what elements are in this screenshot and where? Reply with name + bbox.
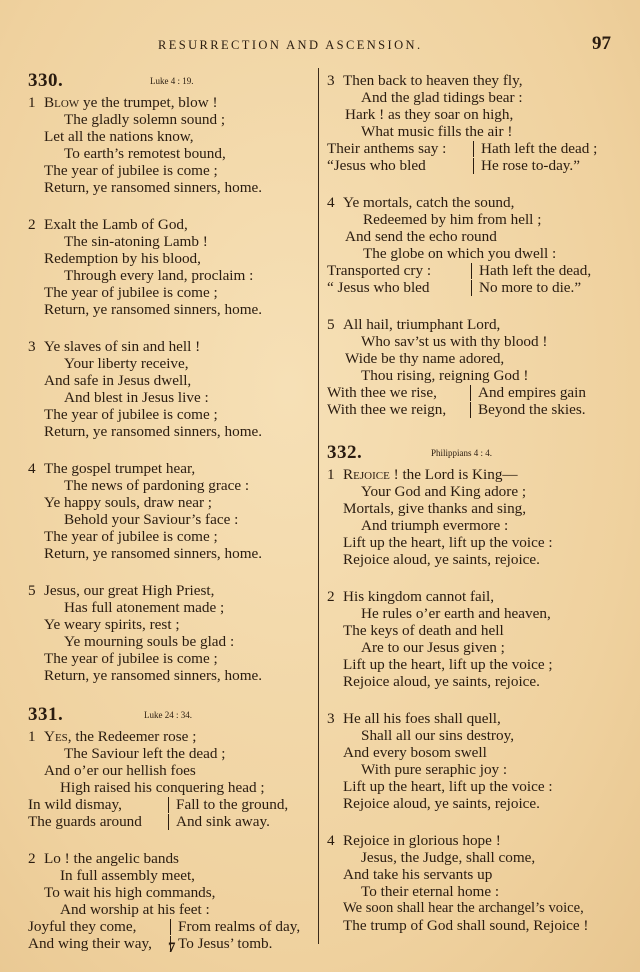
stanza-line: To their eternal home : <box>361 883 500 900</box>
stanza-line: And the glad tidings bear : <box>361 89 523 106</box>
stanza-line: And o’er our hellish foes <box>44 762 196 779</box>
stanza-line: Your liberty receive, <box>64 355 189 372</box>
stanza-number: 4 <box>327 194 335 211</box>
stanza-line: Wide be thy name adored, <box>345 350 505 367</box>
stanza-line: And take his servants up <box>343 866 493 883</box>
stanza-line: Return, ye ransomed sinners, home. <box>44 179 263 196</box>
stanza-line: The sin-atoning Lamb ! <box>64 233 208 250</box>
stanza-line: Return, ye ransomed sinners, home. <box>44 667 263 684</box>
stanza-line: The gospel trumpet hear, <box>44 460 196 477</box>
hymn-332-stanza-4 <box>327 832 617 934</box>
stanza-number: 5 <box>28 582 36 599</box>
stanza-number: 1 <box>28 94 36 111</box>
scripture-reference: Luke 24 : 34. <box>144 710 192 720</box>
hymn-331-stanza-5 <box>327 316 617 418</box>
hymn-number: 330. <box>28 70 64 91</box>
hymn-330-stanza-4 <box>28 460 310 562</box>
stanza-line: The globe on which you dwell : <box>363 245 557 262</box>
hymn-330-heading <box>28 72 310 94</box>
split-line: Transported cry : Hath left the dead, <box>327 262 592 279</box>
split-line: “Jesus who bled He rose to-day.” <box>327 157 580 174</box>
stanza-line: And every bosom swell <box>343 744 487 761</box>
hymn-332-stanza-3 <box>327 710 617 812</box>
stanza-line: Ye mourning souls be glad : <box>64 633 235 650</box>
hymn-number: 331. <box>28 704 64 725</box>
hymn-331-stanza-3 <box>327 72 617 174</box>
stanza-first-word: Yes, <box>44 728 72 745</box>
stanza-line: Who sav’st us with thy blood ! <box>361 333 548 350</box>
stanza-line: Has full atonement made ; <box>64 599 225 616</box>
hymn-331-stanza-4 <box>327 194 617 296</box>
stanza-line: The year of jubilee is come ; <box>44 406 218 423</box>
hymn-331-heading <box>28 706 310 728</box>
hymn-332-stanza-2 <box>327 588 617 690</box>
stanza-line: Behold your Saviour’s face : <box>64 511 239 528</box>
stanza-line: Rejoice aloud, ye saints, rejoice. <box>343 673 540 690</box>
stanza-number: 5 <box>327 316 335 333</box>
hymn-number: 332. <box>327 442 363 463</box>
hymn-330-stanza-1 <box>28 94 310 196</box>
stanza-number: 2 <box>327 588 335 605</box>
stanza-line: the Redeemer rose ; <box>71 728 197 745</box>
stanza-line: He all his foes shall quell, <box>343 710 501 727</box>
stanza-line: Ye happy souls, draw near ; <box>44 494 213 511</box>
stanza-line: Ye slaves of sin and hell ! <box>44 338 201 355</box>
stanza-line: With pure seraphic joy : <box>361 761 508 778</box>
stanza-line: Are to our Jesus given ; <box>361 639 505 656</box>
scripture-reference: Philippians 4 : 4. <box>431 448 493 458</box>
stanza-line: Return, ye ransomed sinners, home. <box>44 423 263 440</box>
hymn-331-stanza-1 <box>28 728 310 830</box>
running-title: RESURRECTION AND ASCENSION. <box>158 38 423 52</box>
stanza-line: And triumph evermore : <box>361 517 509 534</box>
stanza-line: The year of jubilee is come ; <box>44 284 218 301</box>
hymn-331-stanza-2 <box>28 850 310 952</box>
stanza-line: What music fills the air ! <box>361 123 513 140</box>
stanza-line: High raised his conquering head ; <box>60 779 265 796</box>
stanza-number: 4 <box>327 832 335 849</box>
stanza-line: Exalt the Lamb of God, <box>44 216 188 233</box>
split-line: Joyful they come, From realms of day, <box>28 918 301 935</box>
stanza-line: Your God and King adore ; <box>361 483 527 500</box>
stanza-line: The news of pardoning grace : <box>64 477 250 494</box>
stanza-line: The gladly solemn sound ; <box>64 111 226 128</box>
stanza-number: 2 <box>28 216 36 233</box>
stanza-line: We soon shall hear the archangel’s voice, <box>343 900 584 916</box>
stanza-line: Shall all our sins destroy, <box>361 727 514 744</box>
stanza-line: Lo ! the angelic bands <box>44 850 179 867</box>
stanza-number: 2 <box>28 850 36 867</box>
stanza-line: Through every land, proclaim : <box>64 267 254 284</box>
stanza-number: 1 <box>28 728 36 745</box>
page-header <box>0 33 640 56</box>
scripture-reference: Luke 4 : 19. <box>150 76 194 86</box>
stanza-line: Then back to heaven they fly, <box>343 72 523 89</box>
stanza-line: ! the Lord is King— <box>389 466 518 483</box>
stanza-line: And send the echo round <box>345 228 497 245</box>
stanza-line: In full assembly meet, <box>60 867 195 884</box>
stanza-line: The year of jubilee is come ; <box>44 162 218 179</box>
hymn-330-stanza-5 <box>28 582 310 684</box>
stanza-line: Return, ye ransomed sinners, home. <box>44 301 263 318</box>
stanza-number: 3 <box>327 72 335 89</box>
stanza-line: The year of jubilee is come ; <box>44 650 218 667</box>
stanza-first-word: Rejoice <box>343 466 390 483</box>
stanza-line: Lift up the heart, lift up the voice : <box>343 778 553 795</box>
stanza-line: Jesus, the Judge, shall come, <box>361 849 536 866</box>
stanza-line: Rejoice aloud, ye saints, rejoice. <box>343 551 540 568</box>
stanza-line: Thou rising, reigning God ! <box>361 367 529 384</box>
signature-mark: 7 <box>168 940 176 956</box>
stanza-line: Let all the nations know, <box>44 128 194 145</box>
hymn-332-heading <box>327 444 617 466</box>
hymn-330-stanza-3 <box>28 338 310 440</box>
stanza-line: The trump of God shall sound, Rejoice ! <box>343 917 589 934</box>
split-line: Their anthems say : Hath left the dead ; <box>327 140 598 157</box>
split-line: In wild dismay, Fall to the ground, <box>28 796 289 813</box>
right-column <box>327 72 617 954</box>
stanza-number: 4 <box>28 460 36 477</box>
left-column <box>28 72 310 972</box>
split-line: With thee we reign, Beyond the skies. <box>327 401 586 418</box>
stanza-line: Lift up the heart, lift up the voice : <box>343 534 553 551</box>
stanza-number: 3 <box>327 710 335 727</box>
stanza-line: Return, ye ransomed sinners, home. <box>44 545 263 562</box>
stanza-line: And safe in Jesus dwell, <box>44 372 192 389</box>
stanza-line: Jesus, our great High Priest, <box>44 582 215 599</box>
stanza-line: To wait his high commands, <box>44 884 216 901</box>
hymn-332-stanza-1 <box>327 466 617 568</box>
stanza-line: To earth’s remotest bound, <box>64 145 226 162</box>
split-line: And wing their way, To Jesus’ tomb. <box>28 935 273 952</box>
split-line: “ Jesus who bled No more to die.” <box>327 279 582 296</box>
page-number: 97 <box>592 33 611 54</box>
stanza-number: 1 <box>327 466 335 483</box>
split-line: The guards around And sink away. <box>28 813 270 830</box>
stanza-line: Ye mortals, catch the sound, <box>343 194 515 211</box>
stanza-line: Hark ! as they soar on high, <box>345 106 514 123</box>
stanza-number: 3 <box>28 338 36 355</box>
stanza-line: The Saviour left the dead ; <box>64 745 226 762</box>
stanza-line: All hail, triumphant Lord, <box>343 316 501 333</box>
stanza-line: And blest in Jesus live : <box>64 389 209 406</box>
stanza-line: Rejoice aloud, ye saints, rejoice. <box>343 795 540 812</box>
stanza-line: He rules o’er earth and heaven, <box>361 605 551 622</box>
split-line: With thee we rise, And empires gain <box>327 384 586 401</box>
stanza-line: Ye weary spirits, rest ; <box>44 616 180 633</box>
column-divider <box>318 68 319 944</box>
stanza-line: His kingdom cannot fail, <box>343 588 495 605</box>
stanza-line: Redeemed by him from hell ; <box>363 211 542 228</box>
stanza-line: And worship at his feet : <box>60 901 210 918</box>
stanza-line: The keys of death and hell <box>343 622 504 639</box>
stanza-line: The year of jubilee is come ; <box>44 528 218 545</box>
hymn-330-stanza-2 <box>28 216 310 318</box>
stanza-line: Mortals, give thanks and sing, <box>343 500 527 517</box>
stanza-first-word: Blow <box>44 94 80 111</box>
stanza-line: Redemption by his blood, <box>44 250 201 267</box>
stanza-line: Lift up the heart, lift up the voice ; <box>343 656 553 673</box>
stanza-line: ye the trumpet, blow ! <box>79 94 218 111</box>
stanza-line: Rejoice in glorious hope ! <box>343 832 501 849</box>
